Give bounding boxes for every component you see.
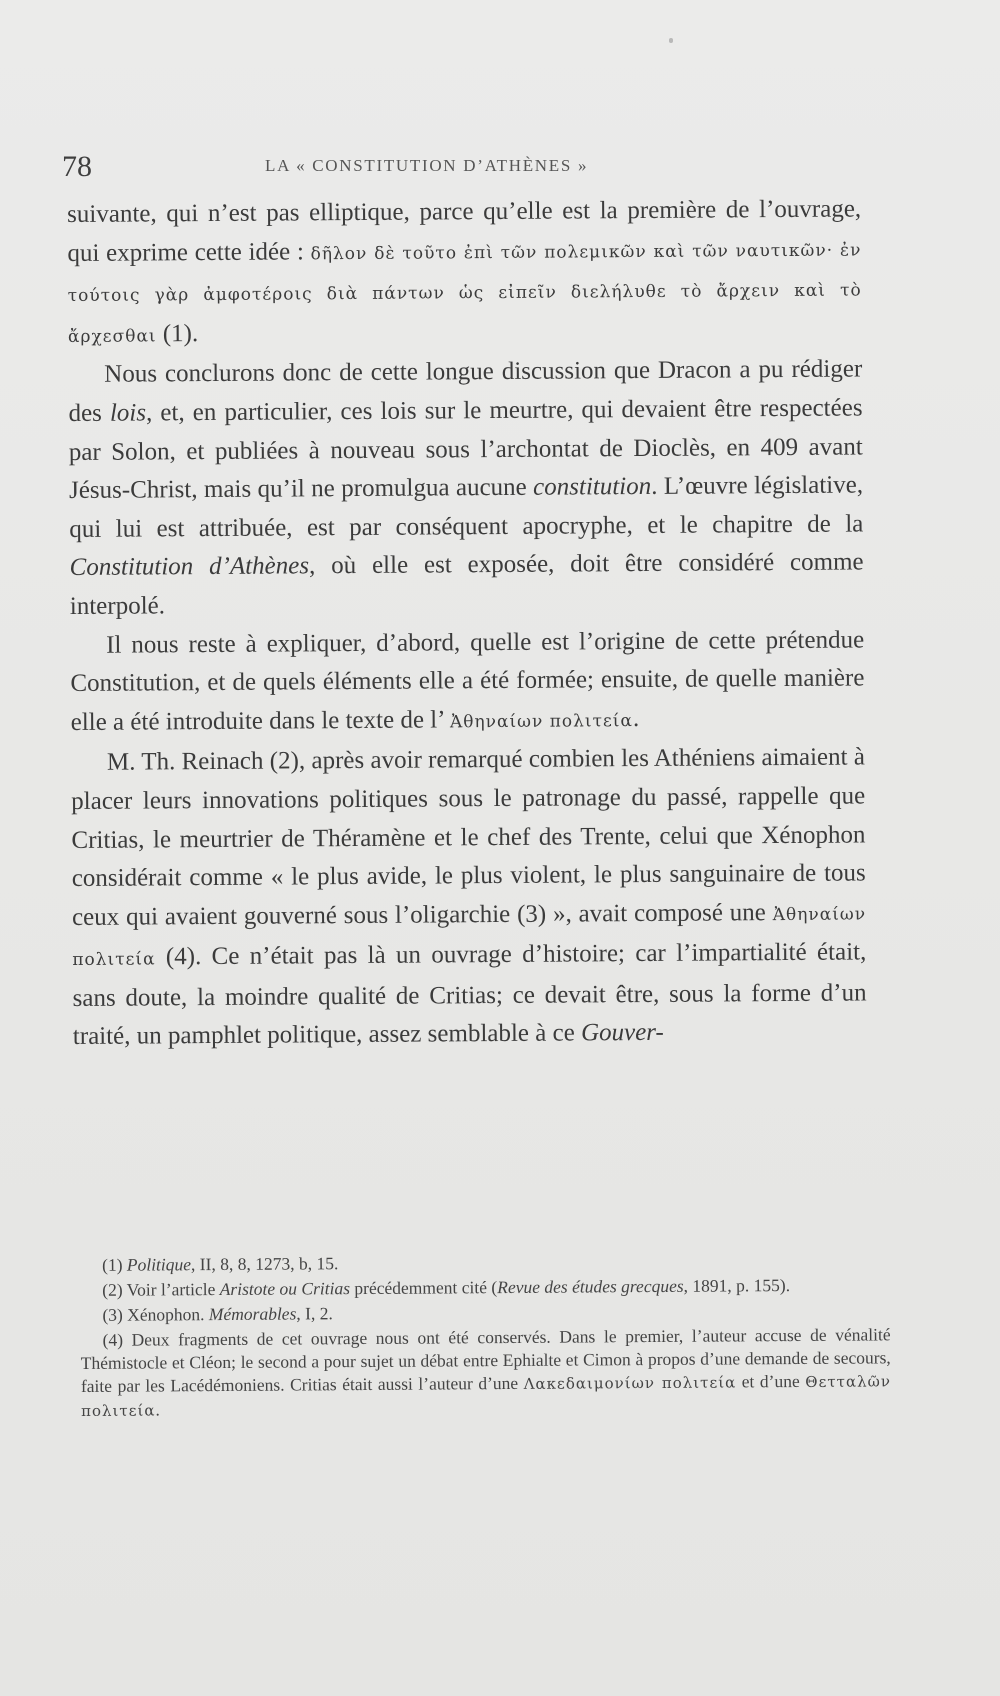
footnote-3-b: , I, 2.: [296, 1303, 333, 1324]
p2-d: , où elle est exposée, doit être considéré comme interpolé.: [69, 548, 864, 620]
footnote-4-greek-2: Θετταλῶν πολιτεία: [81, 1372, 891, 1420]
footnote-4-greek-1: Λακεδαιμονίων πολιτεία: [523, 1373, 737, 1393]
p4-a: M. Th. Reinach (2), après avoir remarqué combien les Athéniens aimaient à placer leurs innovations politiques sous le patronage du passé, rappelle que Critias, le meurtrier de Théramène et le chef des Trente, celui que Xénophon considérait comme « le plus avide, le plus violent, le plus sanguinaire de tous ceux qui avaient gouverné sous l’oligarchie (3) », avait composé une: [71, 743, 866, 931]
p2-a: Nous conclurons donc de cette longue discussion que Dracon a pu rédiger des: [68, 355, 863, 427]
footnote-2-b: précédemment cité (: [349, 1277, 498, 1299]
p4-gouver: Gouver-: [580, 1019, 664, 1047]
p2-lois: lois: [109, 399, 147, 427]
footnote-4-a: Deux fragments de cet ouvrage nous ont été conservés. Dans le premier, l’auteur accuse de vénalité Thémistocle et Cléon; le second a pour sujet un débat entre Ephialte et Cimon à propos d’une demande de secours, faite par les Lacédémoniens. Critias était aussi l’auteur d’une: [80, 1324, 891, 1396]
footnote-4-c: .: [155, 1399, 160, 1420]
footnote-2: [80, 1273, 890, 1302]
footnote-3-title: Mémorables: [208, 1303, 297, 1325]
footnote-4: [81, 1323, 892, 1423]
p2-c: . L’œuvre législative, qui lui est attribuée, est par conséquent apocryphe, et le chapitre de la: [69, 471, 864, 543]
footnote-1-rest: , II, 8, 8, 1273, b, 15.: [190, 1253, 339, 1275]
p2-constitution: constitution: [533, 473, 652, 501]
paper-speck: [669, 38, 673, 43]
page-number: 78: [62, 150, 92, 183]
footnote-3-a: Xénophon.: [127, 1304, 209, 1325]
paragraph-2: [68, 351, 864, 627]
main-text: [67, 190, 867, 1057]
footnote-2-journal: Revue des études grecques: [497, 1275, 684, 1298]
footnote-4-number: (4): [102, 1329, 132, 1350]
p1-end: (1).: [156, 319, 199, 348]
running-title: LA « CONSTITUTION D’ATHÈNES »: [265, 156, 589, 175]
paragraph-4: [71, 739, 867, 1057]
p4-b: (4). Ce n’était pas là un ouvrage d’histoire; car l’impartialité était, sans doute, la moindre qualité de Critias; ce devait être, sous la forme d’un traité, un pamphlet politique, assez semblable à ce: [72, 938, 867, 1051]
footnote-2-number: (2): [102, 1279, 127, 1300]
p1-text: suivante, qui n’est pas elliptique, parce qu’elle est la première de l’ouvrage, qui exprime cette idée :: [67, 195, 862, 267]
footnote-1-title: Politique: [126, 1254, 192, 1275]
footnote-1-number: (1): [102, 1254, 127, 1275]
p3-text: Il nous reste à expliquer, d’abord, quelle est l’origine de cette prétendue Constitution, et de quels éléments elle a été formée; ensuite, de quelle manière elle a été introduite dans le texte de l’: [70, 625, 865, 736]
p2-constitution-title: Constitution d’Athènes: [69, 552, 310, 582]
greek-quote: δῆλον δὲ τοῦτο ἐπὶ τῶν πολεμικῶν καὶ τῶν ναυτικῶν· ἐν τούτοις γὰρ ἀμφοτέροις διὰ πάντων ὡς εἰπεῖν διελήλυθε τὸ ἄρχειν καὶ τὸ ἄρχεσθαι: [67, 240, 862, 347]
greek-title-2: Ἀθηναίων πολιτεία: [72, 904, 867, 971]
paragraph-1: [67, 190, 862, 356]
paragraph-3: [70, 621, 865, 744]
footnote-3: [80, 1298, 890, 1327]
footnote-4-b: et d’une: [736, 1370, 806, 1392]
p3-end: .: [632, 704, 640, 732]
footnote-2-a: Voir l’article: [126, 1279, 220, 1300]
footnote-3-number: (3): [102, 1304, 128, 1325]
footnote-1: [80, 1248, 890, 1277]
footnote-2-c: , 1891, p. 155).: [683, 1275, 791, 1296]
p2-b: , et, en particulier, ces lois sur le meurtre, qui devaient être respectées par Solon, et publiées à nouveau sous l’archontat de Dioclès, en 409 avant Jésus-Christ, mais qu’il ne promulgua aucune: [68, 394, 863, 505]
footnote-2-title: Aristote ou Critias: [219, 1278, 351, 1300]
footnotes: [80, 1248, 891, 1425]
greek-title: Ἀθηναίων πολιτεία: [449, 710, 633, 733]
